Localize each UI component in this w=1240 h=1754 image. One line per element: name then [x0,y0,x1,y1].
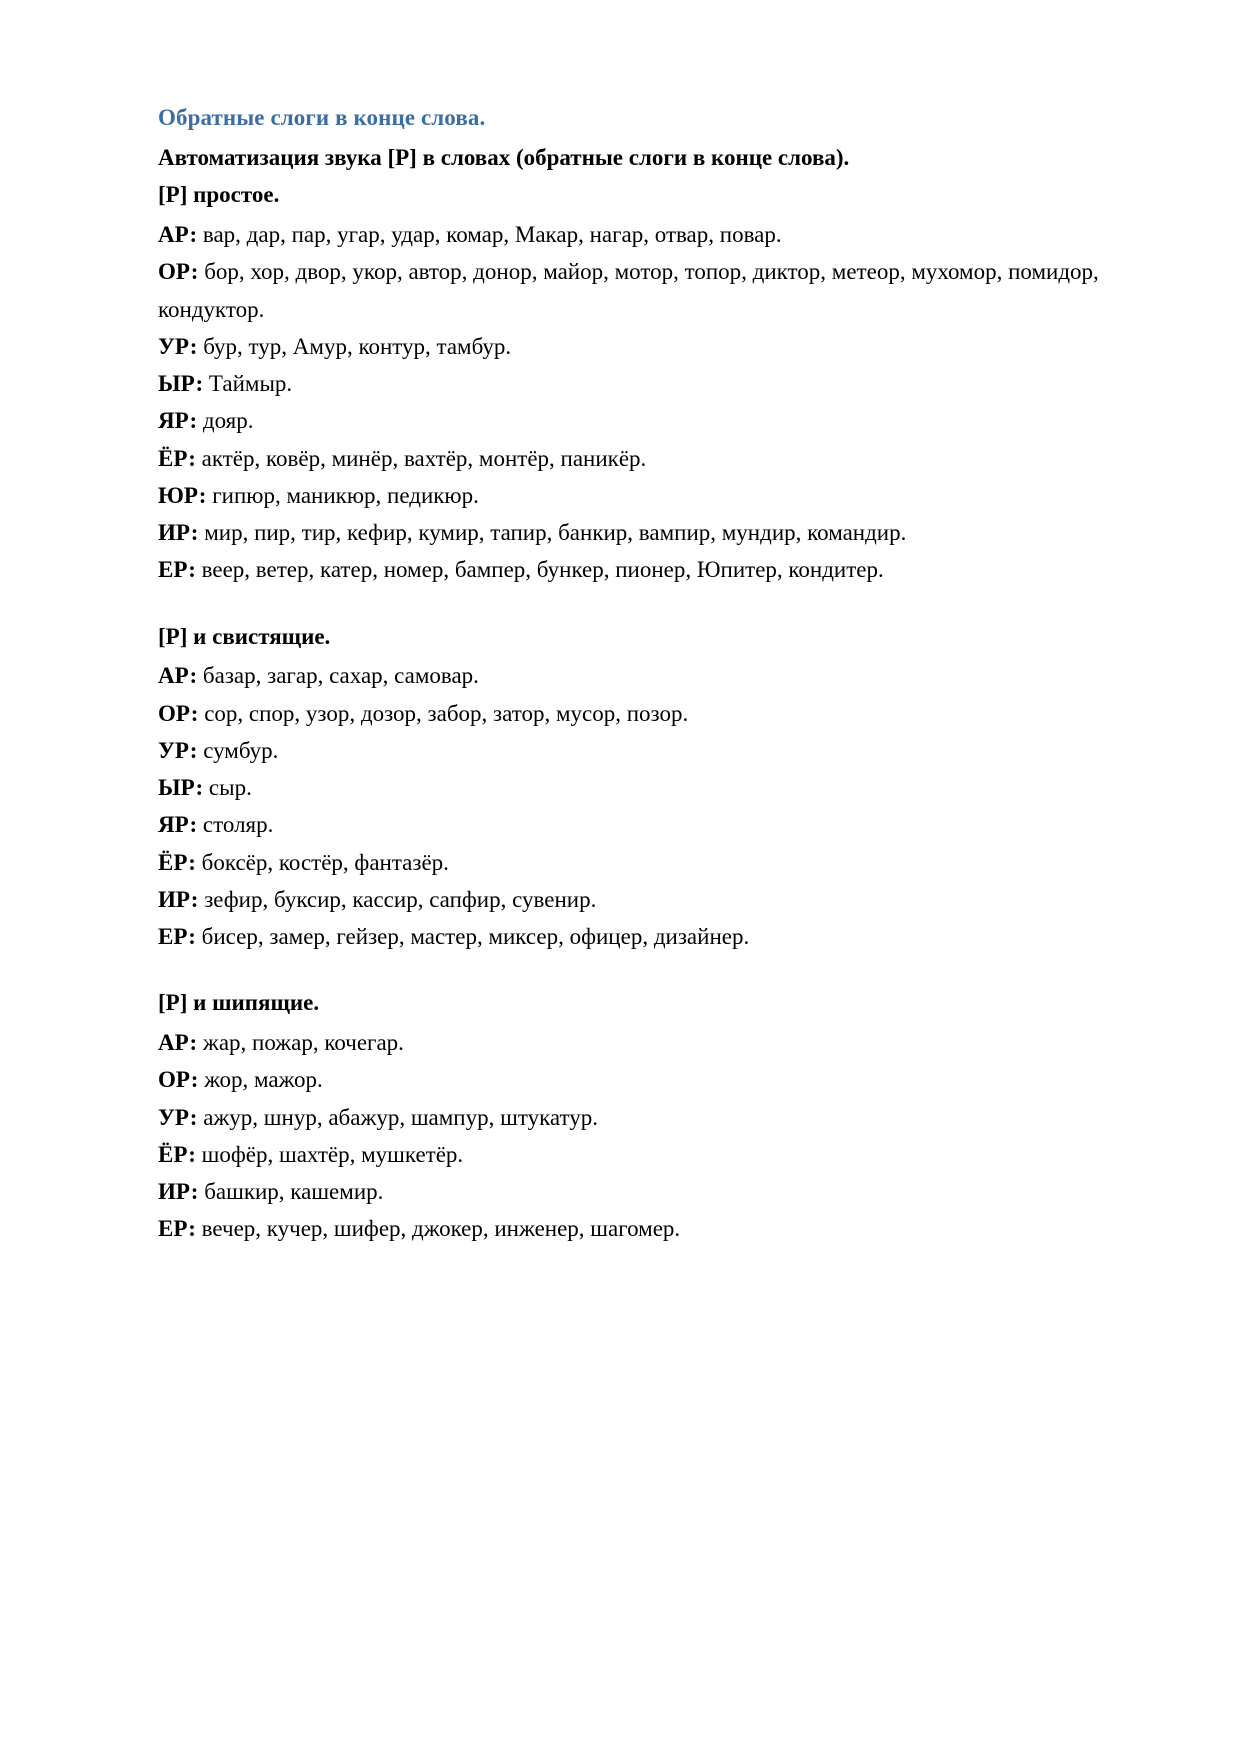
section-whistling [158,619,1110,956]
syllable-label: ЁР: [158,1141,196,1167]
word-list-row [158,1099,1110,1136]
section-heading: [Р] и свистящие. [158,623,331,649]
word-list-row [158,328,1110,365]
word-list: зефир, буксир, кассир, сапфир, сувенир. [204,886,597,912]
word-list-row [158,1173,1110,1210]
word-list-row [158,1061,1110,1098]
syllable-label: ЫР: [158,371,204,397]
word-list: бисер, замер, гейзер, мастер, миксер, офицер, дизайнер. [201,924,750,950]
syllable-label: ОР: [158,1067,199,1093]
word-list-row [158,1024,1110,1061]
word-list: жор, мажор. [204,1067,323,1093]
word-list-row [158,551,1110,588]
syllable-label: ЁР: [158,849,196,875]
syllable-label: ЕР: [158,557,196,583]
word-list-row [158,402,1110,439]
syllable-label: УР: [158,1104,198,1130]
word-list: гипюр, маникюр, педикюр. [212,482,479,508]
syllable-label: ИР: [158,520,199,546]
section-spacer [158,955,1110,985]
syllable-label: ЁР: [158,445,196,471]
syllable-label: ЯР: [158,408,198,434]
section-heading: [Р] и шипящие. [158,990,320,1016]
word-list: актёр, ковёр, минёр, вахтёр, монтёр, паникёр. [201,445,647,471]
word-list-row [158,365,1110,402]
word-list: Таймыр. [208,371,293,397]
word-list-row [158,477,1110,514]
word-list: ажур, шнур, абажур, шампур, штукатур. [203,1104,599,1130]
syllable-label: ОР: [158,259,199,285]
word-list-row [158,806,1110,843]
syllable-label: АР: [158,222,198,248]
syllable-label: ЯР: [158,812,198,838]
syllable-label: ОР: [158,700,199,726]
word-list-row [158,881,1110,918]
word-list-row [158,216,1110,253]
document-subtitle: Автоматизация звука [Р] в словах (обратные слоги в конце слова). [158,144,850,170]
syllable-label: АР: [158,1030,198,1056]
word-list: мир, пир, тир, кефир, кумир, тапир, банкир, вампир, мундир, командир. [204,520,907,546]
word-list-row [158,440,1110,477]
word-list: шофёр, шахтёр, мушкетёр. [201,1141,464,1167]
syllable-label: ЕР: [158,1216,196,1242]
word-list-row [158,769,1110,806]
syllable-label: АР: [158,663,198,689]
word-list-row [158,514,1110,551]
syllable-label: ИР: [158,886,199,912]
word-list-row [158,695,1110,732]
word-list: дояр. [202,408,254,434]
syllable-label: ИР: [158,1179,199,1205]
word-list: сумбур. [203,737,279,763]
syllable-label: УР: [158,333,198,359]
word-list: бор, хор, двор, укор, автор, донор, майор, мотор, топор, диктор, метеор, мухомор, помидор, кондуктор. [158,259,1099,322]
word-list: сыр. [208,775,252,801]
word-list-row [158,918,1110,955]
section-heading: [Р] простое. [158,182,280,208]
word-list-row [158,732,1110,769]
word-list-row [158,844,1110,881]
word-list: столяр. [202,812,274,838]
section-spacer [158,589,1110,619]
word-list: жар, пожар, кочегар. [202,1030,404,1056]
page-title: Обратные слоги в конце слова. [158,105,486,130]
word-list: базар, загар, сахар, самовар. [202,663,479,689]
section-simple [158,177,1110,588]
word-list: веер, ветер, катер, номер, бампер, бункер, пионер, Юпитер, кондитер. [201,557,884,583]
syllable-label: УР: [158,737,198,763]
syllable-label: ЫР: [158,775,204,801]
word-list-row [158,657,1110,694]
word-list: башкир, кашемир. [204,1179,384,1205]
word-list: бур, тур, Амур, контур, тамбур. [203,333,512,359]
word-list-row [158,1210,1110,1247]
word-list: сор, спор, узор, дозор, забор, затор, мусор, позор. [204,700,689,726]
word-list: вар, дар, пар, угар, удар, комар, Макар, нагар, отвар, повар. [202,222,782,248]
word-list-row [158,253,1110,328]
word-list: боксёр, костёр, фантазёр. [201,849,449,875]
syllable-label: ЮР: [158,482,207,508]
word-list: вечер, кучер, шифер, джокер, инженер, шагомер. [201,1216,681,1242]
section-hissing [158,985,1110,1247]
word-list-row [158,1136,1110,1173]
syllable-label: ЕР: [158,924,196,950]
